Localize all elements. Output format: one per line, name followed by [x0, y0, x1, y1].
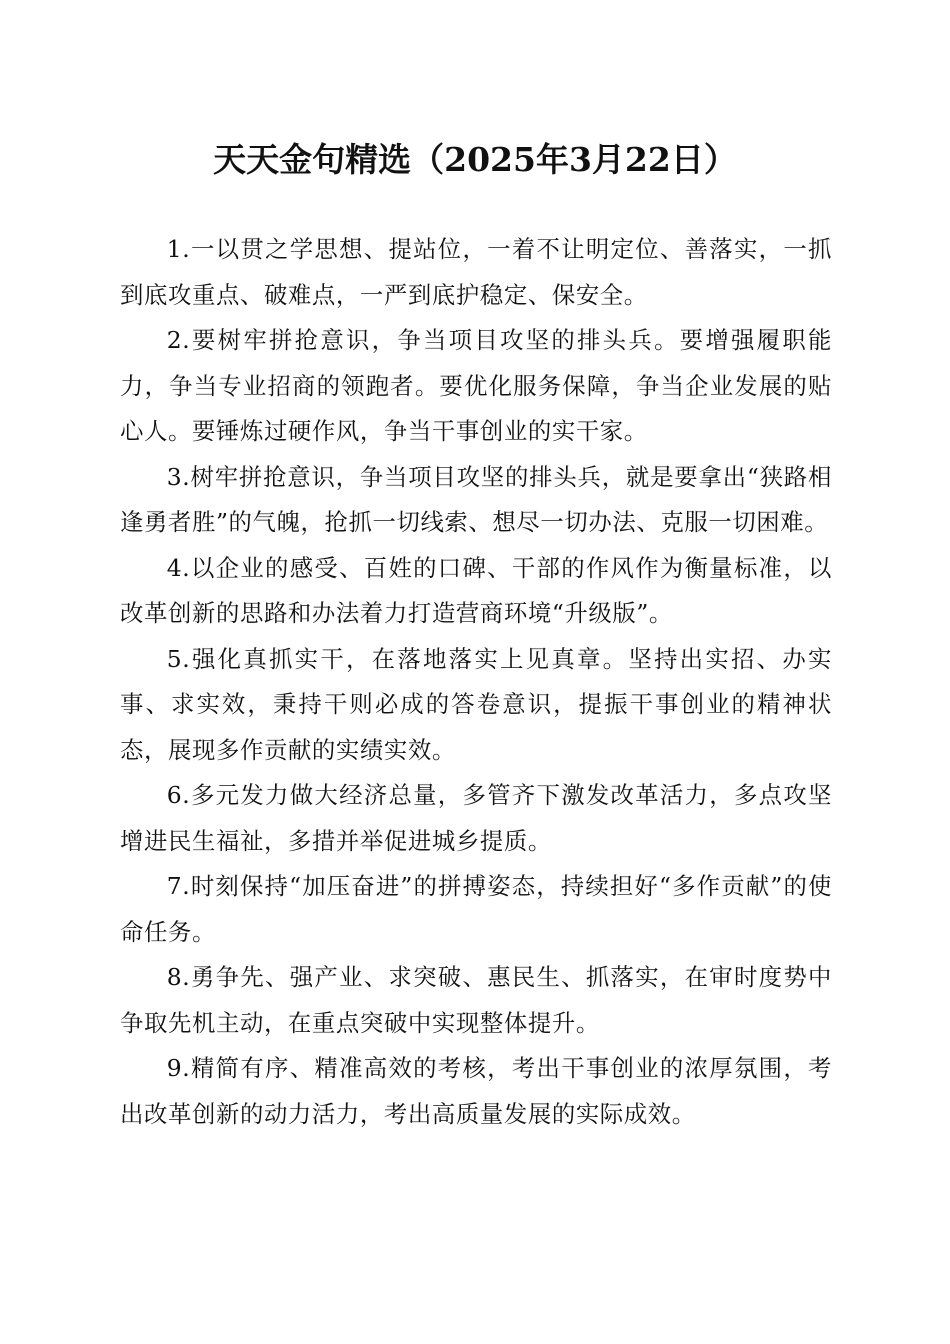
paragraph-7: 7.时刻保持“加压奋进”的拼搏姿态，持续担好“多作贡献”的使命任务。 [120, 872, 832, 946]
paragraph-2: 2.要树牢拼抢意识，争当项目攻坚的排头兵。要增强履职能力，争当专业招商的领跑者。要优化服务保障，争当企业发展的贴心人。要锤炼过硬作风，争当干事创业的实干家。 [120, 326, 832, 445]
paragraph-6: 6.多元发力做大经济总量，多管齐下激发改革活力，多点攻坚增进民生福祉，多措并举促进城乡提质。 [120, 781, 832, 855]
paragraph-9: 9.精简有序、精准高效的考核，考出干事创业的浓厚氛围，考出改革创新的动力活力，考出高质量发展的实际成效。 [120, 1054, 832, 1128]
document-title: 天天金句精选（2025年3月22日） [213, 140, 737, 179]
paragraph-8: 8.勇争先、强产业、求突破、惠民生、抓落实，在审时度势中争取先机主动，在重点突破中实现整体提升。 [120, 963, 832, 1037]
document-body [120, 227, 832, 1137]
paragraph-5: 5.强化真抓实干，在落地落实上见真章。坚持出实招、办实事、求实效，秉持干则必成的答卷意识，提振干事创业的精神状态，展现多作贡献的实绩实效。 [120, 644, 832, 764]
paragraph-3: 3.树牢拼抢意识，争当项目攻坚的排头兵，就是要拿出“狭路相逢勇者胜”的气魄，抢抓一切线索、想尽一切办法、克服一切困难。 [120, 462, 832, 536]
paragraph-1: 1.一以贯之学思想、提站位，一着不让明定位、善落实，一抓到底攻重点、破难点，一严到底护稳定、保安全。 [120, 235, 832, 309]
paragraph-4: 4.以企业的感受、百姓的口碑、干部的作风作为衡量标准，以改革创新的思路和办法着力打造营商环境“升级版”。 [120, 553, 832, 627]
